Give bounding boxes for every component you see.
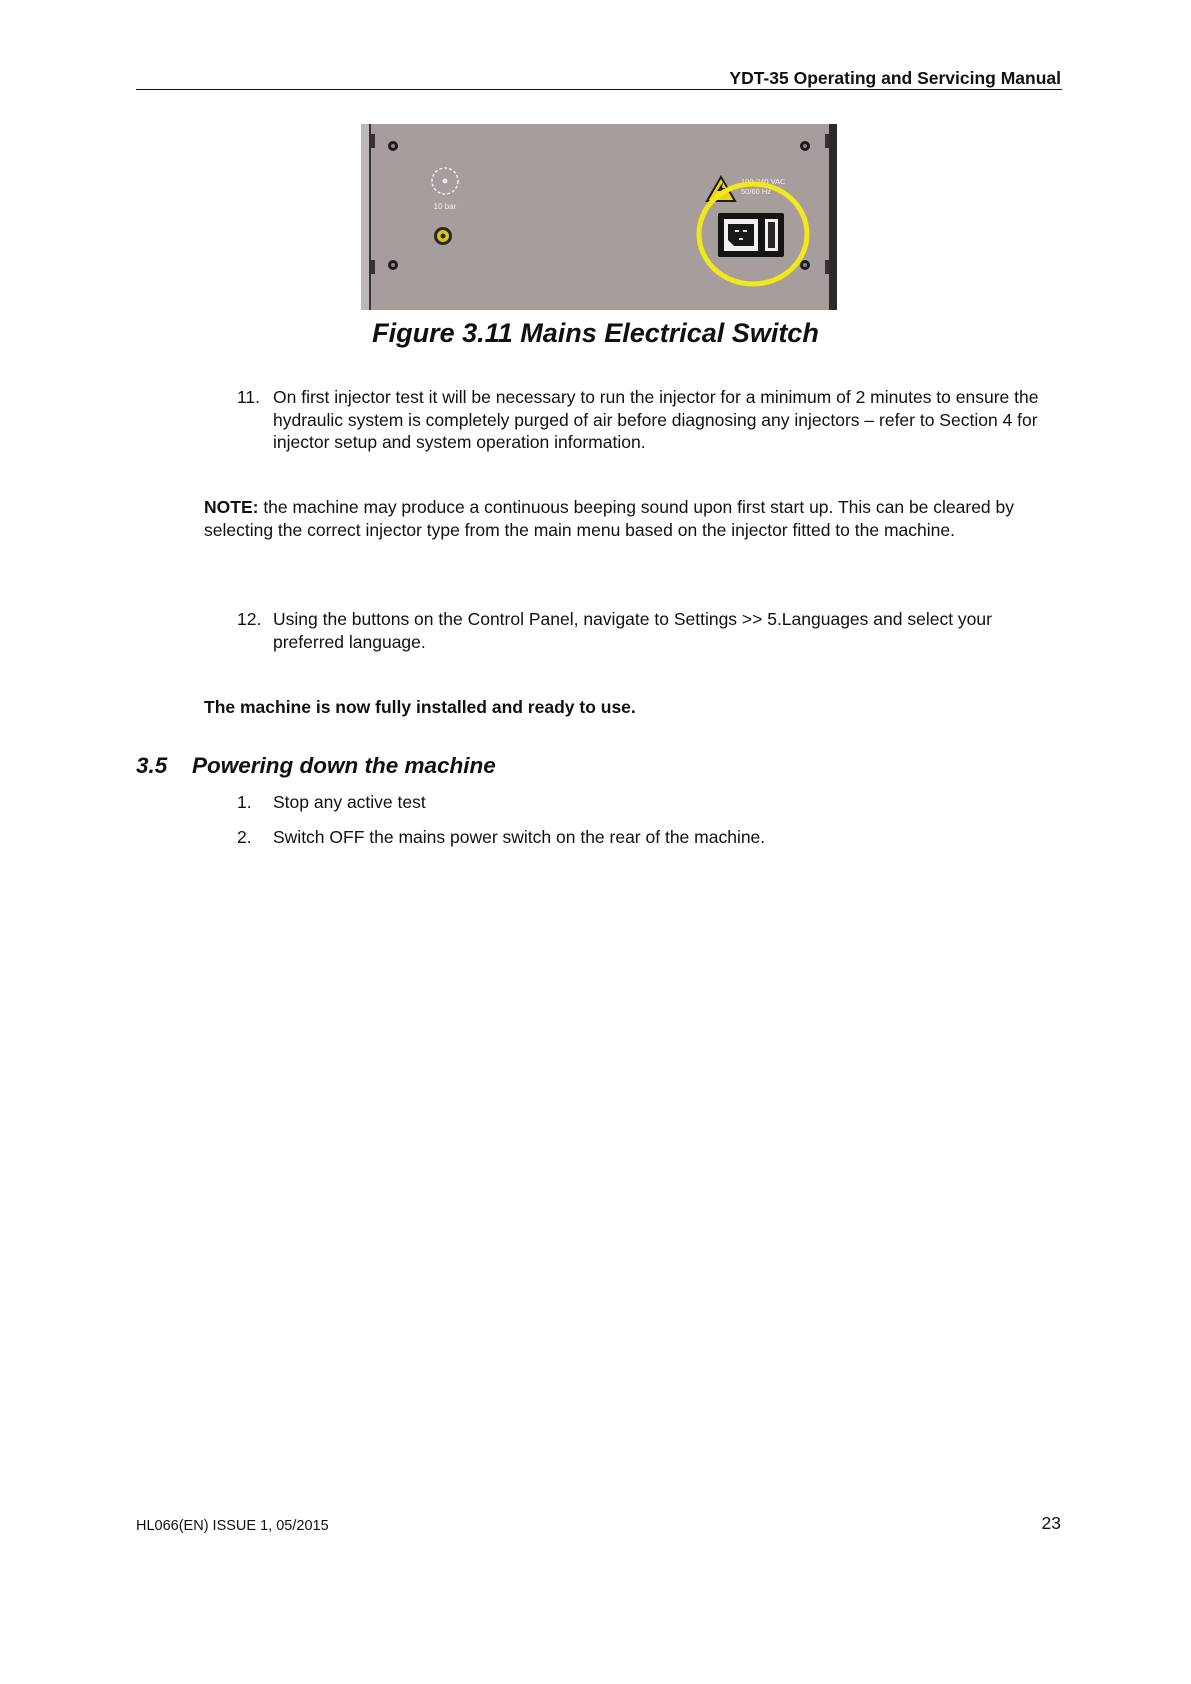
list-item-number: 1. bbox=[237, 792, 252, 812]
list-item bbox=[237, 608, 1067, 653]
page-number: 23 bbox=[1041, 1513, 1061, 1533]
header-rule bbox=[136, 89, 1062, 90]
section-heading bbox=[136, 753, 496, 779]
list-item bbox=[237, 386, 1067, 454]
list-item-text: Using the buttons on the Control Panel, navigate to Settings >> 5.Languages and select your preferred language. bbox=[273, 609, 992, 652]
footer-doc-id: HL066(EN) ISSUE 1, 05/2015 bbox=[136, 1518, 329, 1534]
section-number: 3.5 bbox=[136, 753, 168, 778]
section-title: Powering down the machine bbox=[192, 753, 496, 778]
list-item bbox=[237, 791, 1067, 814]
voltage-label: 100-240 VAC bbox=[741, 177, 786, 186]
list-item-number: 11. bbox=[237, 387, 261, 407]
list-item bbox=[237, 826, 1067, 849]
list-item-text: Switch OFF the mains power switch on the rear of the machine. bbox=[273, 827, 766, 847]
power-inlet-switch-icon bbox=[718, 213, 784, 257]
list-item-number: 12. bbox=[237, 609, 262, 629]
note-paragraph bbox=[204, 496, 1066, 541]
frequency-label: 50/60 Hz bbox=[741, 187, 772, 196]
note-label: NOTE: bbox=[204, 497, 259, 517]
pressure-label: 10 bar bbox=[433, 202, 457, 211]
list-item-text: Stop any active test bbox=[273, 792, 426, 812]
installed-statement: The machine is now fully installed and ready to use. bbox=[204, 697, 636, 717]
note-text: the machine may produce a continuous beeping sound upon first start up. This can be cleared by selecting the correct injector type from the main menu based on the injector fitted to the machine. bbox=[204, 497, 1015, 540]
list-item-number: 2. bbox=[237, 827, 252, 847]
hydraulic-fitting-icon bbox=[434, 227, 452, 245]
mains-switch-photo bbox=[361, 124, 837, 310]
running-header: YDT-35 Operating and Servicing Manual bbox=[729, 68, 1061, 88]
figure-caption: Figure 3.11 Mains Electrical Switch bbox=[372, 318, 819, 348]
list-item-text: On first injector test it will be necessary to run the injector for a minimum of 2 minutes to ensure the hydraulic system is completely purged of air before diagnosing any injectors – refer to Section 4 for injector setup and system operation information. bbox=[273, 387, 1039, 452]
